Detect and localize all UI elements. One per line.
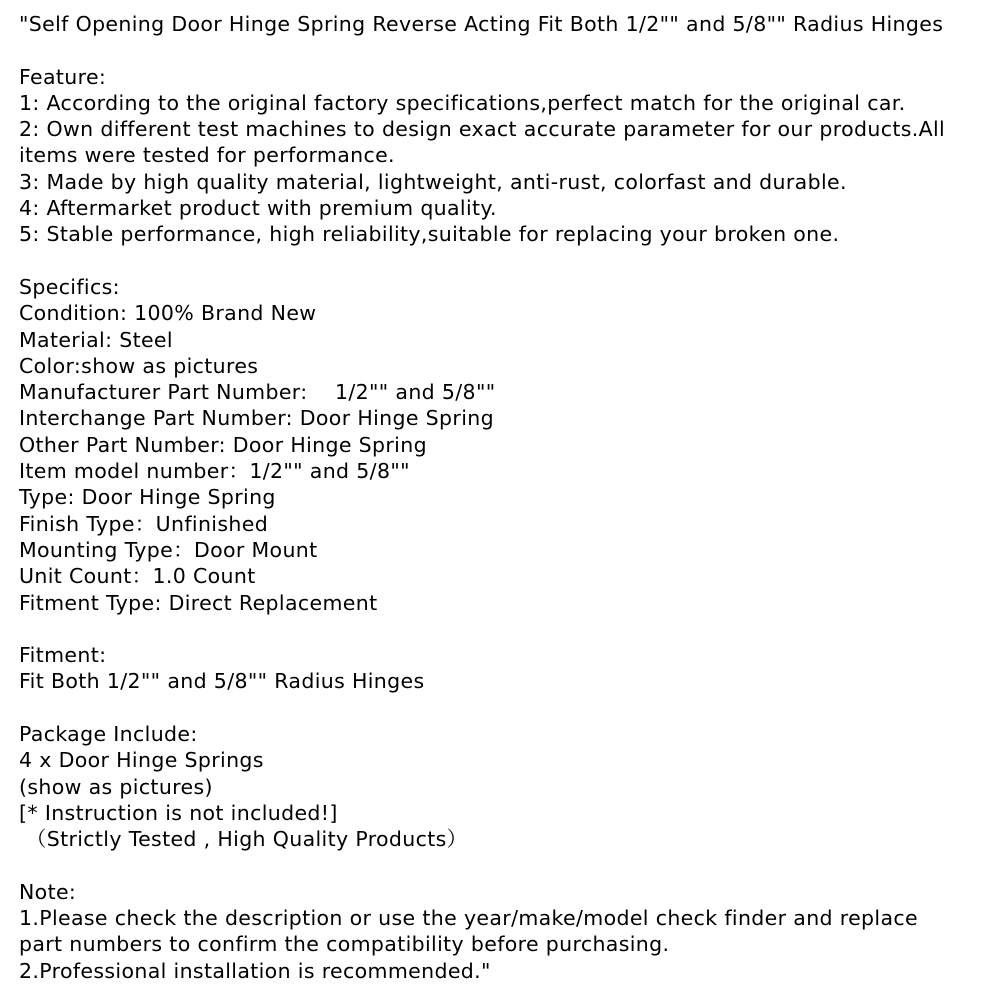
specifics-item: Interchange Part Number: Door Hinge Spring xyxy=(19,406,494,431)
spacer xyxy=(19,37,989,63)
specifics-item: Condition: 100% Brand New xyxy=(19,301,317,326)
spacer xyxy=(19,616,989,642)
package-item: （Strictly Tested , High Quality Products） xyxy=(19,827,468,852)
feature-item: items were tested for performance. xyxy=(19,143,395,168)
spacer xyxy=(19,695,989,721)
specifics-item: Finish Type：Unfinished xyxy=(19,511,269,536)
specifics-item: Manufacturer Part Number: 1/2"" and 5/8"" xyxy=(19,380,496,405)
product-title: "Self Opening Door Hinge Spring Reverse Acting Fit Both 1/2"" and 5/8"" Radius Hinges xyxy=(19,12,944,36)
feature-heading: Feature: xyxy=(19,64,107,89)
feature-item: 5: Stable performance, high reliability,suitable for replacing your broken one. xyxy=(19,222,840,247)
specifics-item: Unit Count：1.0 Count xyxy=(19,564,256,589)
feature-item: 2: Own different test machines to design exact accurate parameter for our products.All xyxy=(19,117,946,142)
note-item: part numbers to confirm the compatibility before purchasing. xyxy=(19,932,670,957)
spacer xyxy=(19,853,989,879)
note-item: 1.Please check the description or use the year/make/model check finder and replace xyxy=(19,906,918,931)
specifics-heading: Specifics: xyxy=(19,274,120,299)
specifics-item: Type: Door Hinge Spring xyxy=(19,485,276,510)
package-item: (show as pictures) xyxy=(19,774,213,799)
feature-item: 4: Aftermarket product with premium quality. xyxy=(19,196,497,221)
note-item: 2.Professional installation is recommended." xyxy=(19,958,491,983)
feature-item: 1: According to the original factory specifications,perfect match for the original car. xyxy=(19,90,906,115)
specifics-item: Mounting Type：Door Mount xyxy=(19,537,318,562)
package-item: 4 x Door Hinge Springs xyxy=(19,748,264,773)
package-item: [* Instruction is not included!] xyxy=(19,800,338,825)
feature-item: 3: Made by high quality material, lightweight, anti-rust, colorfast and durable. xyxy=(19,169,847,194)
note-heading: Note: xyxy=(19,879,77,904)
specifics-item: Item model number：1/2"" and 5/8"" xyxy=(19,459,410,484)
fitment-heading: Fitment: xyxy=(19,643,107,668)
specifics-item: Fitment Type: Direct Replacement xyxy=(19,590,378,615)
specifics-item: Material: Steel xyxy=(19,327,173,352)
package-heading: Package Include: xyxy=(19,722,198,747)
specifics-item: Color:show as pictures xyxy=(19,353,259,378)
fitment-item: Fit Both 1/2"" and 5/8"" Radius Hinges xyxy=(19,669,425,694)
specifics-item: Other Part Number: Door Hinge Spring xyxy=(19,432,427,457)
product-description-document xyxy=(19,11,989,984)
spacer xyxy=(19,248,989,274)
